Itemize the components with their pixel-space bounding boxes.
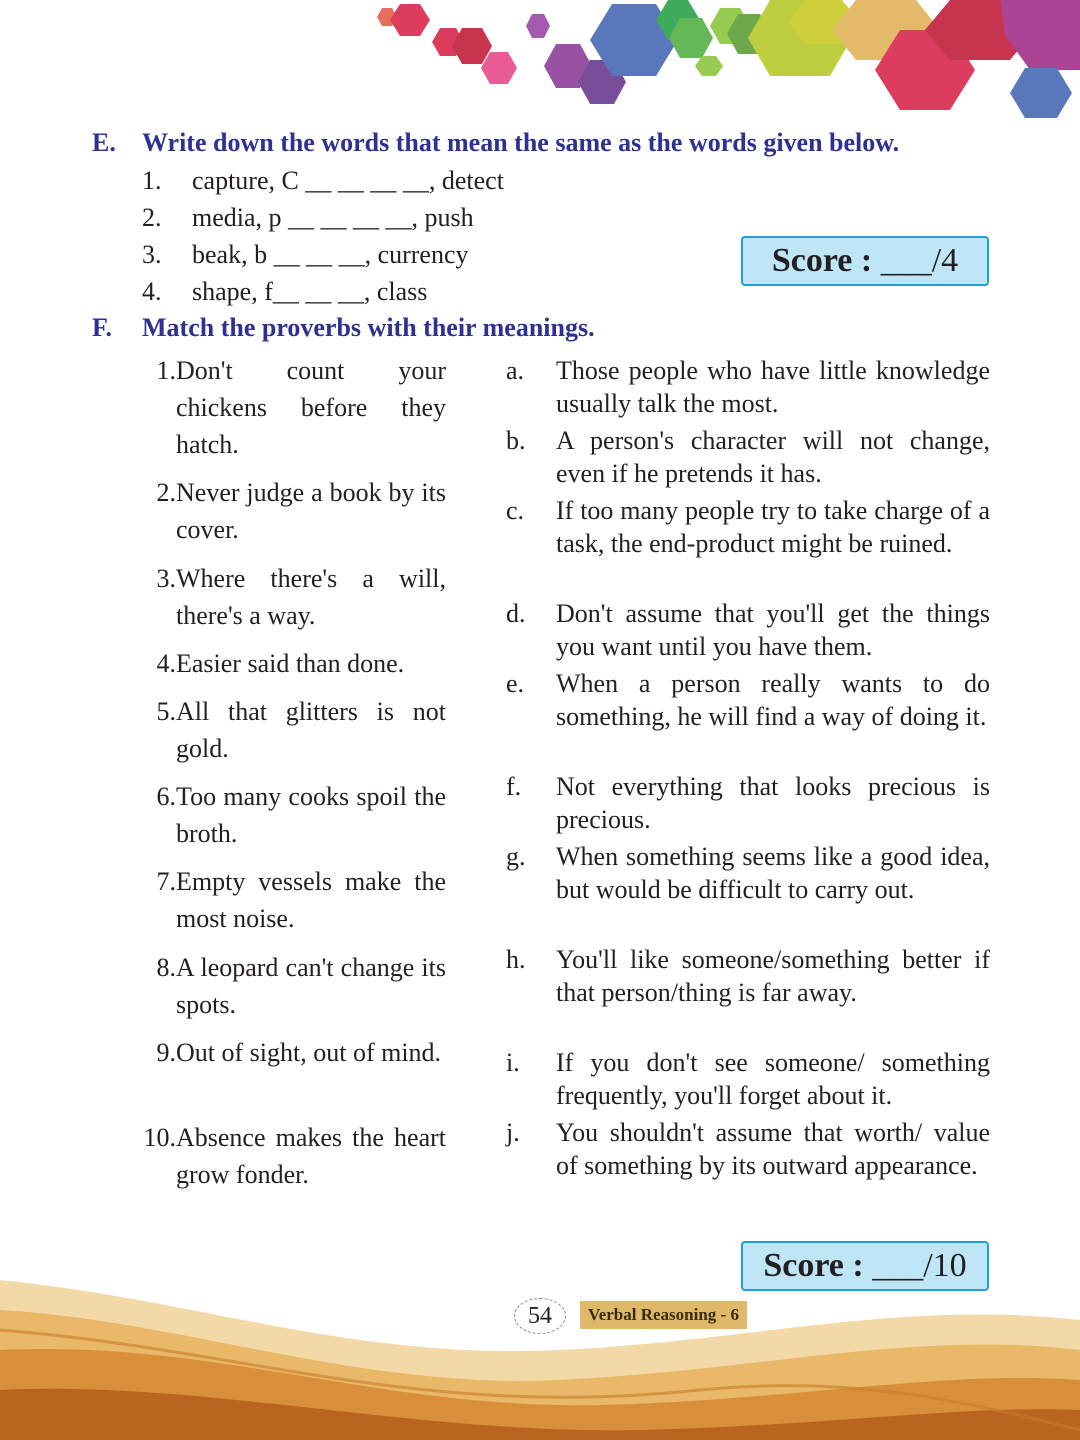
meaning-letter: e. — [506, 669, 525, 698]
score-value: ___/4 — [880, 242, 959, 279]
item-text: capture, C __ __ __ __, detect — [192, 166, 504, 195]
section-e-item-1 — [142, 166, 504, 196]
meaning-letter: f. — [506, 772, 522, 801]
proverb-text: Don't count your chickens before they hatch. — [176, 356, 446, 459]
proverb-number: 7. — [156, 867, 176, 896]
proverb-number: 10. — [143, 1123, 176, 1152]
section-e-letter-label: E. — [92, 128, 116, 157]
proverb-text: Too many cooks spoil the broth. — [176, 782, 446, 848]
page-number: 54 — [514, 1298, 566, 1334]
meaning-text: A person's character will not change, even if he pretends it has. — [556, 426, 990, 488]
proverb-text: Absence makes the heart grow fonder. — [176, 1123, 446, 1189]
item-text: shape, f__ __ __, class — [192, 277, 428, 306]
meaning-text: When a person really wants to do something, he will find a way of doing it. — [556, 669, 990, 731]
proverb-text: Out of sight, out of mind. — [176, 1038, 442, 1067]
meaning-letter: j. — [506, 1118, 520, 1147]
meaning-letter: d. — [506, 599, 526, 628]
proverb-text: A leopard can't change its spots. — [176, 953, 446, 1019]
meaning-letter: i. — [506, 1048, 520, 1077]
hexagon-header-decoration — [0, 0, 1080, 130]
meaning-text: If you don't see someone/ something frequently, you'll forget about it. — [556, 1048, 990, 1110]
meaning-text: You shouldn't assume that worth/ value of something by its outward appearance. — [556, 1118, 990, 1180]
proverb-number: 9. — [156, 1038, 176, 1067]
item-text: beak, b __ __ __, currency — [192, 240, 469, 269]
item-number: 1. — [142, 166, 162, 195]
meaning-letter: b. — [506, 426, 526, 455]
meaning-letter: c. — [506, 496, 525, 525]
book-title-tag: Verbal Reasoning - 6 — [580, 1301, 747, 1329]
item-text: media, p __ __ __ __, push — [192, 203, 474, 232]
section-e-item-2 — [142, 203, 474, 233]
meaning-letter: h. — [506, 945, 526, 974]
section-e-item-4 — [142, 277, 427, 307]
meaning-text: When something seems like a good idea, but would be difficult to carry out. — [556, 842, 990, 904]
proverb-number: 8. — [156, 953, 176, 982]
section-f-letter-label: F. — [92, 313, 112, 342]
meaning-text: Don't assume that you'll get the things you want until you have them. — [556, 599, 990, 661]
score-label: Score : — [771, 242, 873, 279]
proverb-text: Easier said than done. — [176, 649, 405, 678]
proverb-number: 6. — [156, 782, 176, 811]
proverb-number: 4. — [156, 649, 176, 678]
proverb-number: 3. — [156, 564, 176, 593]
proverb-text: Empty vessels make the most noise. — [176, 867, 446, 933]
section-e-instruction: Write down the words that mean the same as the words given below. — [142, 128, 900, 157]
proverb-number: 2. — [156, 478, 176, 507]
section-f-instruction: Match the proverbs with their meanings. — [142, 313, 595, 342]
section-f-score-box — [741, 1241, 989, 1291]
meaning-text: If too many people try to take charge of a task, the end-product might be ruined. — [556, 496, 990, 558]
proverb-text: All that glitters is not gold. — [176, 697, 446, 763]
meaning-letter: g. — [506, 842, 526, 871]
proverb-text: Where there's a will, there's a way. — [176, 564, 446, 630]
proverb-text: Never judge a book by its cover. — [176, 478, 446, 544]
item-number: 4. — [142, 277, 162, 306]
meaning-letter: a. — [506, 356, 525, 385]
section-e-score-box — [741, 236, 989, 286]
item-number: 2. — [142, 203, 162, 232]
score-label: Score : — [763, 1247, 864, 1284]
meaning-text: Not everything that looks precious is precious. — [556, 772, 990, 834]
section-e-item-3 — [142, 240, 469, 270]
meaning-text: Those people who have little knowledge usually talk the most. — [556, 356, 990, 418]
score-value: ___/10 — [872, 1247, 967, 1284]
meaning-text: You'll like someone/something better if that person/thing is far away. — [556, 945, 990, 1007]
proverb-number: 1. — [156, 356, 176, 385]
item-number: 3. — [142, 240, 162, 269]
proverb-number: 5. — [156, 697, 176, 726]
